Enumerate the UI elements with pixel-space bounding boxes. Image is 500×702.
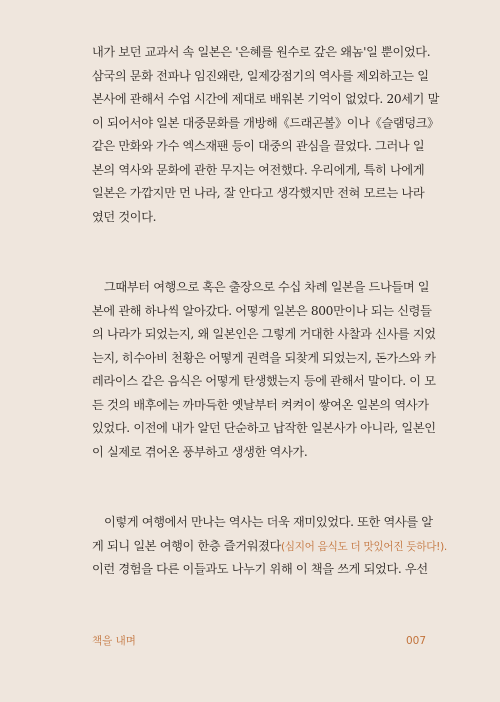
text-line: 이렇게 여행에서 만나는 역사는 더욱 재미있었다. 또한 역사를 알 <box>104 515 433 529</box>
text-line: 이런 경험을 다른 이들과도 나누기 위해 이 책을 쓰게 되었다. 우선 <box>92 562 428 576</box>
text-line: 본사에 관해서 수업 시간에 제대로 배워본 기억이 없었다. 20세기 말 <box>92 92 440 106</box>
text-line: 내가 보던 교과서 속 일본은 '은혜를 원수로 갚은 왜놈'일 뿐이었다. <box>92 45 431 59</box>
paragraph-1 <box>92 41 440 229</box>
text-line: 본의 역사와 문화에 관한 무지는 여전했다. 우리에게, 특히 나에게 <box>92 162 425 177</box>
text-line-with-note <box>92 535 447 559</box>
text-line: 든 것의 배후에는 까마득한 옛날부터 켜켜이 쌓여온 일본의 역사가 <box>92 397 429 412</box>
text-line: 그때부터 여행으로 혹은 출장으로 수십 차례 일본을 드나들며 일 <box>104 280 430 294</box>
text-line: 이 실제로 겪어온 풍부하고 생생한 역사가. <box>92 444 308 459</box>
text-line: 삼국의 문화 전파나 임진왜란, 일제강점기의 역사를 제외하고는 일 <box>92 68 429 83</box>
text-line: 의 나라가 되었는지, 왜 일본인은 그렇게 거대한 사찰과 신사를 지었 <box>92 327 436 341</box>
text-line: 는지, 히수아비 천황은 어떻게 권력을 되찾게 되었는지, 돈가스와 카 <box>92 350 436 365</box>
text-line: 같은 만화와 가수 엑스재팬 등이 대중의 관심을 끌었다. 그러나 일 <box>92 139 425 153</box>
text-line: 레라이스 같은 음식은 어떻게 탄생했는지 등에 관해서 말이다. 이 모 <box>92 374 436 388</box>
text-line: 있었다. 이전에 내가 알던 단순하고 납작한 일본사가 아니라, 일본인 <box>92 421 436 435</box>
text-line: 이 되어서야 일본 대중문화를 개방해《드래곤볼》이나《슬램덩크》 <box>92 115 440 130</box>
page-number: 007 <box>405 635 426 647</box>
text-line: 였던 것이다. <box>92 209 157 224</box>
paragraph-2 <box>92 276 436 464</box>
paragraph-3 <box>92 511 447 582</box>
text-line-main: 게 되니 일본 여행이 한층 즐거워졌다 <box>92 538 281 553</box>
parenthetical-note: (심지어 음식도 더 맛있어진 듯하다!). <box>280 540 447 553</box>
running-footer-title: 책을 내며 <box>92 635 136 647</box>
text-line: 본에 관해 하나씩 알아갔다. 어떻게 일본은 800만이나 되는 신령들 <box>92 303 432 318</box>
text-line: 일본은 가깝지만 먼 나라, 잘 안다고 생각했지만 전혀 모르는 나라 <box>92 186 425 200</box>
